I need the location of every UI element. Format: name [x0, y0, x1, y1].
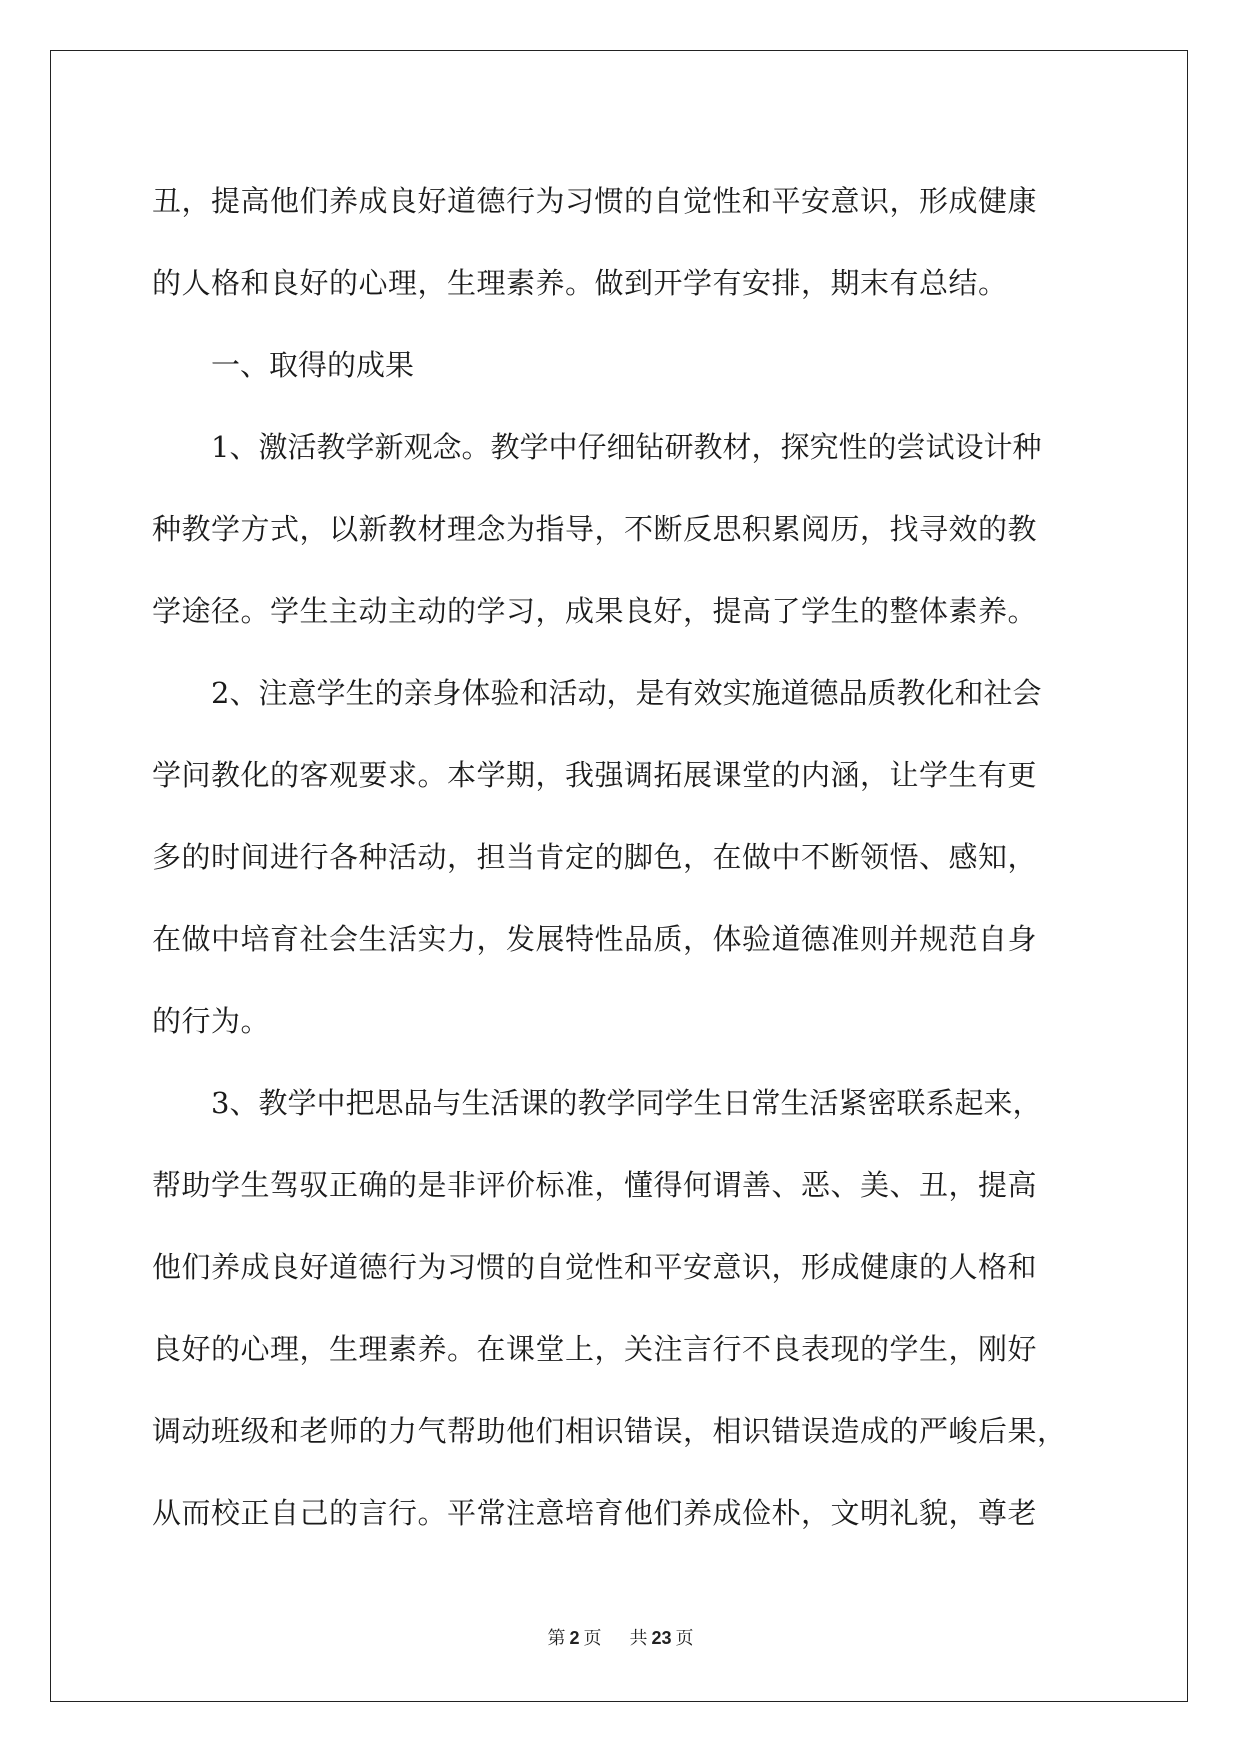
text-line: 丑，提高他们养成良好道德行为习惯的自觉性和平安意识，形成健康	[152, 184, 1038, 218]
page-prefix: 第	[547, 1628, 566, 1648]
document-body	[152, 160, 1092, 1554]
text-line: 的行为。	[152, 1004, 271, 1038]
section-heading: 一、取得的成果	[211, 348, 415, 382]
page-suffix: 页	[583, 1628, 602, 1648]
text-line: 良好的心理，生理素养。在课堂上，关注言行不良表现的学生，刚好	[152, 1332, 1038, 1366]
text-line: 学途径。学生主动主动的学习，成果良好，提高了学生的整体素养。	[152, 594, 1038, 628]
text-line: 种教学方式，以新教材理念为指导，不断反思积累阅历，找寻效的教	[152, 512, 1038, 546]
text-line: 3、教学中把思品与生活课的教学同学生日常生活紧密联系起来，	[211, 1086, 1042, 1120]
text-line: 2、注意学生的亲身体验和活动，是有效实施道德品质教化和社会	[211, 676, 1042, 710]
text-line: 的人格和良好的心理，生理素养。做到开学有安排，期末有总结。	[152, 266, 1008, 300]
text-line: 从而校正自己的言行。平常注意培育他们养成俭朴，文明礼貌，尊老	[152, 1496, 1038, 1530]
text-line: 多的时间进行各种活动，担当肯定的脚色，在做中不断领悟、感知，	[152, 840, 1038, 874]
total-prefix: 共	[629, 1628, 648, 1648]
page-footer	[0, 1624, 1241, 1650]
page-total: 23	[651, 1628, 672, 1648]
text-line: 在做中培育社会生活实力，发展特性品质，体验道德准则并规范自身	[152, 922, 1038, 956]
text-line: 调动班级和老师的力气帮助他们相识错误，相识错误造成的严峻后果，	[152, 1414, 1067, 1448]
text-line: 他们养成良好道德行为习惯的自觉性和平安意识，形成健康的人格和	[152, 1250, 1038, 1284]
total-suffix: 页	[675, 1628, 694, 1648]
page-current: 2	[569, 1628, 580, 1648]
text-line: 学问教化的客观要求。本学期，我强调拓展课堂的内涵，让学生有更	[152, 758, 1038, 792]
text-line: 1、激活教学新观念。教学中仔细钻研教材，探究性的尝试设计种	[211, 430, 1042, 464]
text-line: 帮助学生驾驭正确的是非评价标准，懂得何谓善、恶、美、丑，提高	[152, 1168, 1038, 1202]
